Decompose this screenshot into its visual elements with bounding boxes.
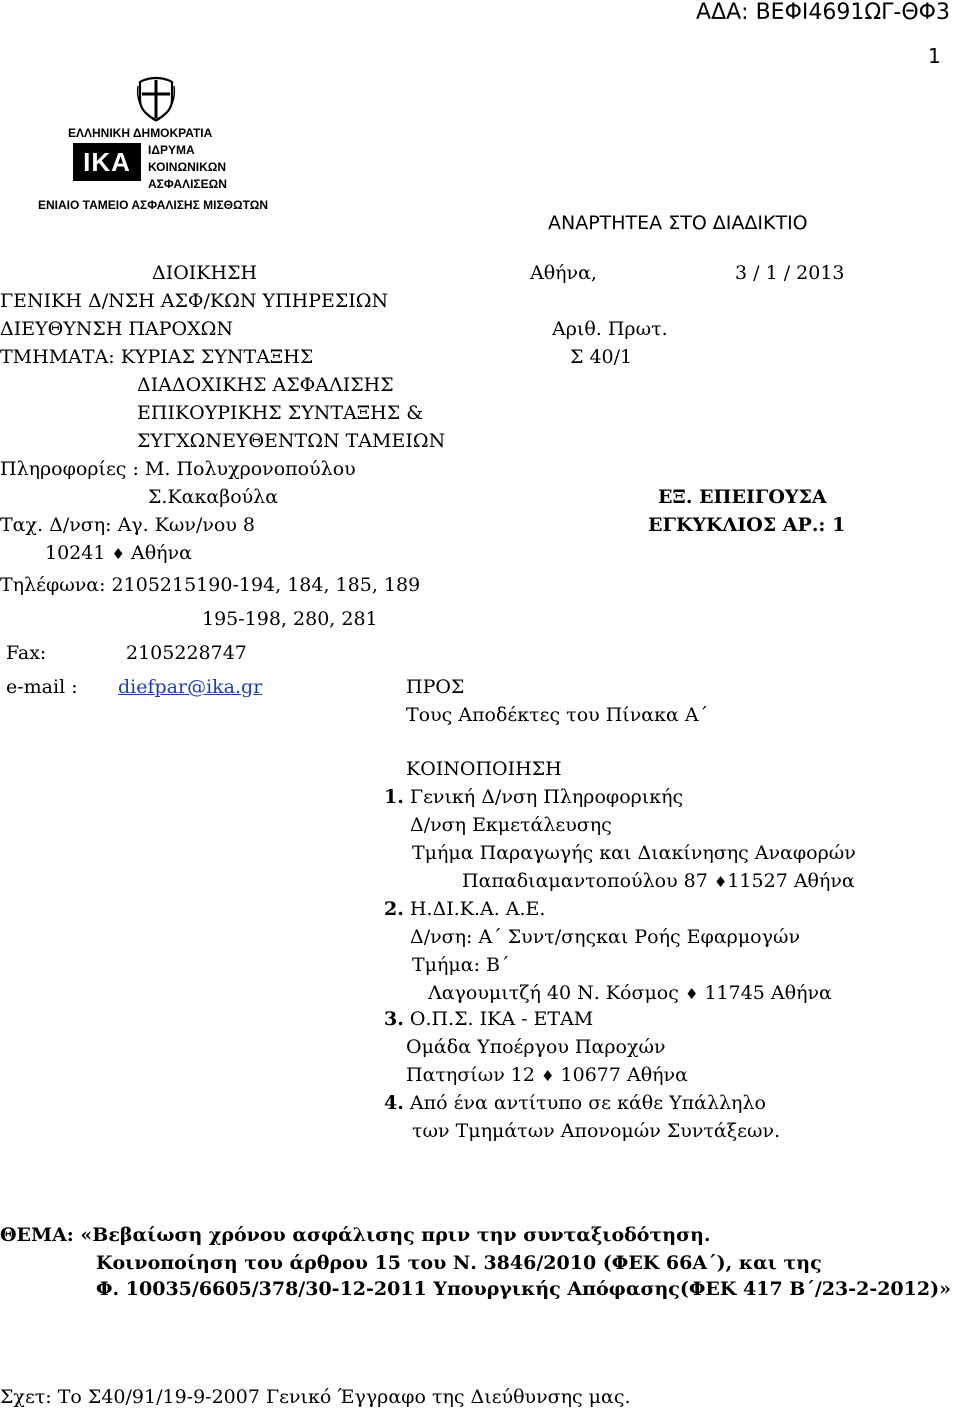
cc4-item [384,1092,766,1114]
logo-org-line1: ΙΔΡΥΜΑ [148,143,195,157]
fax-value: 2105228747 [126,642,247,664]
cc2-item [384,898,545,920]
cc2-street: Λαγουμιτζή 40 Ν. Κόσμος [428,982,679,1004]
phones-line2: 195-198, 280, 281 [202,608,378,630]
subject-line2: Κοινοποίηση του άρθρου 15 του Ν. 3846/2010 (ΦΕΚ 66Α΄), και της [96,1252,822,1274]
logo-fund: ΕΝΙΑΙΟ ΤΑΜΕΙΟ ΑΣΦΑΛΙΣΗΣ ΜΙΣΘΩΤΩΝ [38,198,269,212]
ika-logo-mark: ΙΚΑ [73,143,141,181]
page-number: 1 [928,44,941,68]
email-link[interactable]: diefpar@ika.gr [118,676,263,698]
post-notice: ΑΝΑΡΤΗΤΕΑ ΣΤΟ ΔΙΑΔΙΚΤΙΟ [548,212,808,234]
cc2-line1: Δ/νση: Α΄ Συντ/σηςκαι Ροής Εφαρμογών [410,926,801,948]
address-line2 [45,542,192,564]
departments-line2: ΔΙΑΔΟΧΙΚΗΣ ΑΣΦΑΛΙΣΗΣ [137,374,394,396]
cc4-line2: των Τμημάτων Απονομών Συντάξεων. [412,1120,781,1142]
address-city: Αθήνα [131,542,192,564]
cc1-number: 1. [384,786,404,808]
cc4-line1: Από ένα αντίτυπο σε κάθε Υπάλληλο [409,1092,766,1114]
departments-line3: ΕΠΙΚΟΥΡΙΚΗΣ ΣΥΝΤΑΞΗΣ & [137,402,424,424]
cc2-line2: Τμήμα: Β΄ [412,954,510,976]
phones-line1: Τηλέφωνα: 2105215190-194, 184, 185, 189 [0,574,421,596]
departments-line1: ΤΜΗΜΑΤΑ: ΚΥΡΙΑΣ ΣΥΝΤΑΞΗΣ [0,346,314,368]
fax-label: Fax: [6,642,47,664]
cc3-title: Ο.Π.Σ. ΙΚΑ - ΕΤΑΜ [409,1008,594,1030]
cc2-title: Η.ΔΙ.Κ.Α. Α.Ε. [409,898,546,920]
date: 3 / 1 / 2013 [735,262,845,284]
cc-label: ΚΟΙΝΟΠΟΙΗΣΗ [406,758,562,780]
cc3-street: Πατησίων 12 [406,1064,535,1086]
cc3-line2 [406,1064,688,1086]
subject-line1: ΘΕΜΑ: «Βεβαίωση χρόνου ασφάλισης πριν την συνταξιοδότηση. [0,1224,711,1246]
cc1-line1: Γενική Δ/νση Πληροφορικής [409,786,684,808]
reference-line: Σχετ: Το Σ40/91/19-9-2007 Γενικό Έγγραφο της Διεύθυνσης μας. [0,1386,631,1408]
logo-org-line3: ΑΣΦΑΛΙΣΕΩΝ [148,177,227,191]
diamond-icon: ♦ [684,985,699,1003]
diamond-icon: ♦ [541,1067,555,1085]
place: Αθήνα, [530,262,597,284]
cc2-number: 2. [384,898,404,920]
cc2-line3 [428,982,832,1004]
diamond-icon: ♦ [713,873,728,891]
departments-line4: ΣΥΓΧΩΝΕΥΘΕΝΤΩΝ ΤΑΜΕΙΩΝ [137,430,446,452]
protocol-label: Αριθ. Πρωτ. [552,318,668,340]
email-label: e-mail : [6,676,78,698]
cc1-line2: Δ/νση Εκμετάλευσης [410,814,612,836]
circular-label: ΕΓΚΥΚΛΙΟΣ ΑΡ.: 1 [648,514,846,536]
subject-line3: Φ. 10035/6605/378/30-12-2011 Υπουργικής Απόφασης(ΦΕΚ 417 Β΄/23-2-2012)» [96,1278,951,1300]
cc1-street: Παπαδιαμαντοπούλου 87 [462,870,708,892]
protocol-value: Σ 40/1 [570,346,633,368]
coat-of-arms-icon [136,76,176,122]
cc1-line3: Τμήμα Παραγωγής και Διακίνησης Αναφορών [412,842,856,864]
cc2-city: 11745 Αθήνα [704,982,832,1004]
cc4-number: 4. [384,1092,404,1114]
logo-block [38,76,298,216]
directorate: ΔΙΕΥΘΥΝΣΗ ΠΑΡΟΧΩΝ [0,318,233,340]
cc3-line1: Ομάδα Υποέργου Παροχών [406,1036,666,1058]
address-zip: 10241 [45,542,106,564]
cc1-item [384,786,683,808]
ada-code: ΑΔΑ: ΒΕΦΙ4691ΩΓ-ΘΦ3 [696,0,950,25]
general-directorate: ΓΕΝΙΚΗ Δ/ΝΣΗ ΑΣΦ/ΚΩΝ ΥΠΗΡΕΣΙΩΝ [0,290,389,312]
cc1-line4 [462,870,855,892]
cc3-item [384,1008,593,1030]
diamond-icon: ♦ [111,545,125,563]
info-line1: Πληροφορίες : Μ. Πολυχρονοπούλου [0,458,356,480]
administration: ΔΙΟΙΚΗΣΗ [152,262,258,284]
to-value: Τους Αποδέκτες του Πίνακα Α΄ [406,704,709,726]
cc3-number: 3. [384,1008,404,1030]
address-line1: Ταχ. Δ/νση: Αγ. Κων/νου 8 [0,514,256,536]
info-line2: Σ.Κακαβούλα [148,486,279,508]
to-label: ΠΡΟΣ [406,676,465,698]
cc3-city: 10677 Αθήνα [560,1064,688,1086]
urgent-label: ΕΞ. ΕΠΕΙΓΟΥΣΑ [658,486,827,508]
logo-republic: ΕΛΛΗΝΙΚΗ ΔΗΜΟΚΡΑΤΙΑ [68,126,213,140]
logo-org-line2: ΚΟΙΝΩΝΙΚΩΝ [148,160,227,174]
cc1-city: 11527 Αθήνα [727,870,855,892]
